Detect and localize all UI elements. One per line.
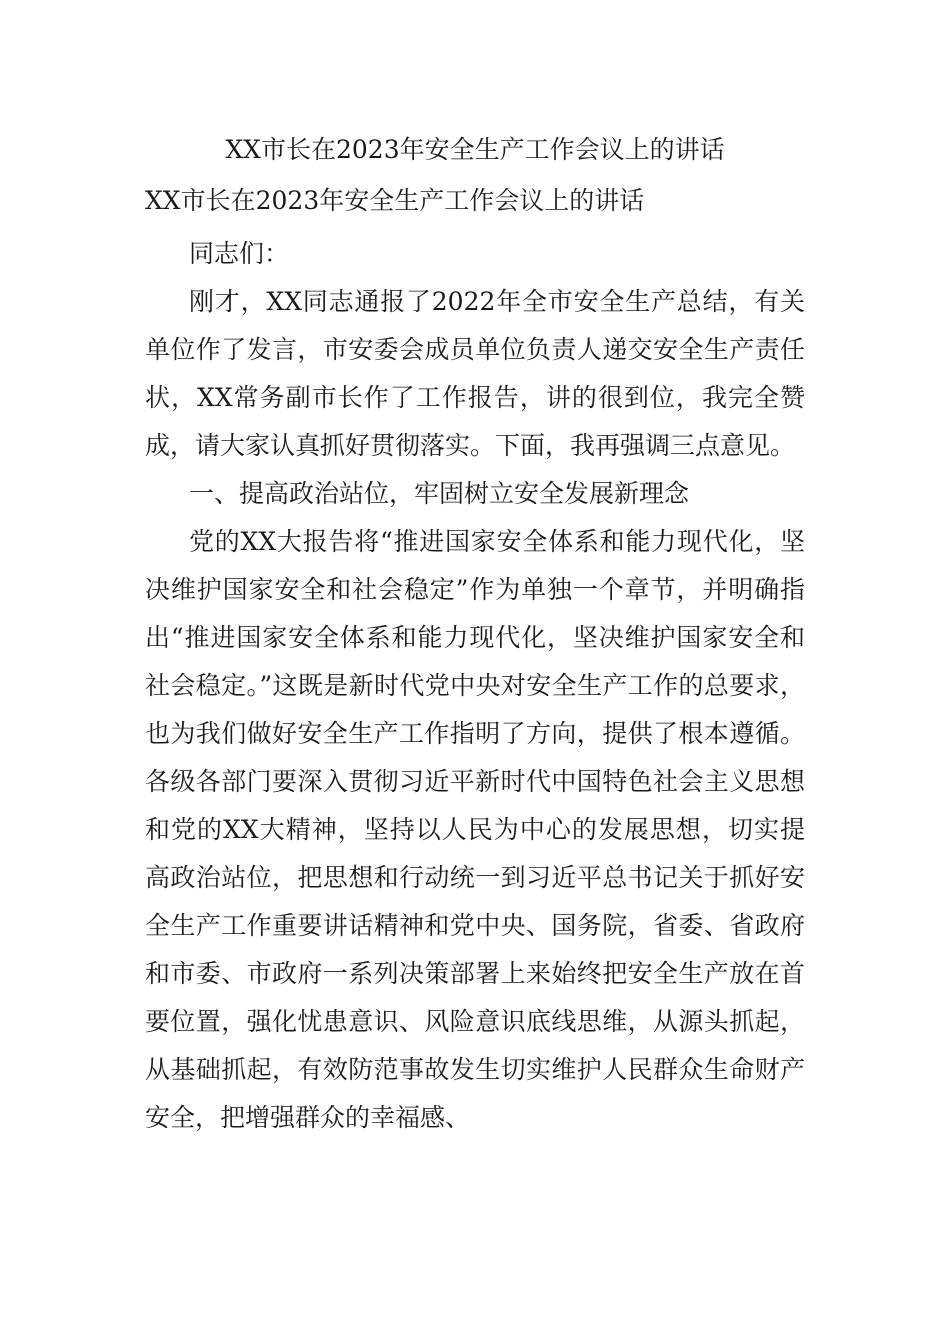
body-paragraph: 刚才，XX同志通报了2022年全市安全生产总结，有关单位作了发言，市安委会成员单位负责人递交安全生产责任状，XX常务副市长作了工作报告，讲的很到位，我完全赞成，请大家认真抓好贯彻落实。下面，我再强调三点意见。 [145,287,805,460]
body-paragraph: 党的XX大报告将“推进国家安全体系和能力现代化，坚决维护国家安全和社会稳定”作为单独一个章节，并明确指出“推进国家安全体系和能力现代化，坚决维护国家安全和社会稳定。”这既是新时代党中央对安全生产工作的总要求，也为我们做好安全生产工作指明了方向，提供了根本遵循。各级各部门要深入贯彻习近平新时代中国特色社会主义思想和党的XX大精神，坚持以人民为中心的发展思想，切实提高政治站位，把思想和行动统一到习近平总书记关于抓好安全生产工作重要讲话精神和党中央、国务院，省委、省政府和市委、市政府一系列决策部署上来始终把安全生产放在首要位置，强化忧患意识、风险意识底线思维，从源头抓起，从基础抓起，有效防范事故发生切实维护人民群众生命财产安全，把增强群众的幸福感、 [145,527,805,1132]
salutation-paragraph: 同志们： [189,239,290,268]
section-heading: 一、提高政治站位，牢固树立安全发展新理念 [189,479,690,508]
document-body [145,230,805,1142]
document-title: XX市长在2023年安全生产工作会议上的讲话 [225,135,725,164]
document-subtitle: XX市长在2023年安全生产工作会议上的讲话 [145,186,645,215]
